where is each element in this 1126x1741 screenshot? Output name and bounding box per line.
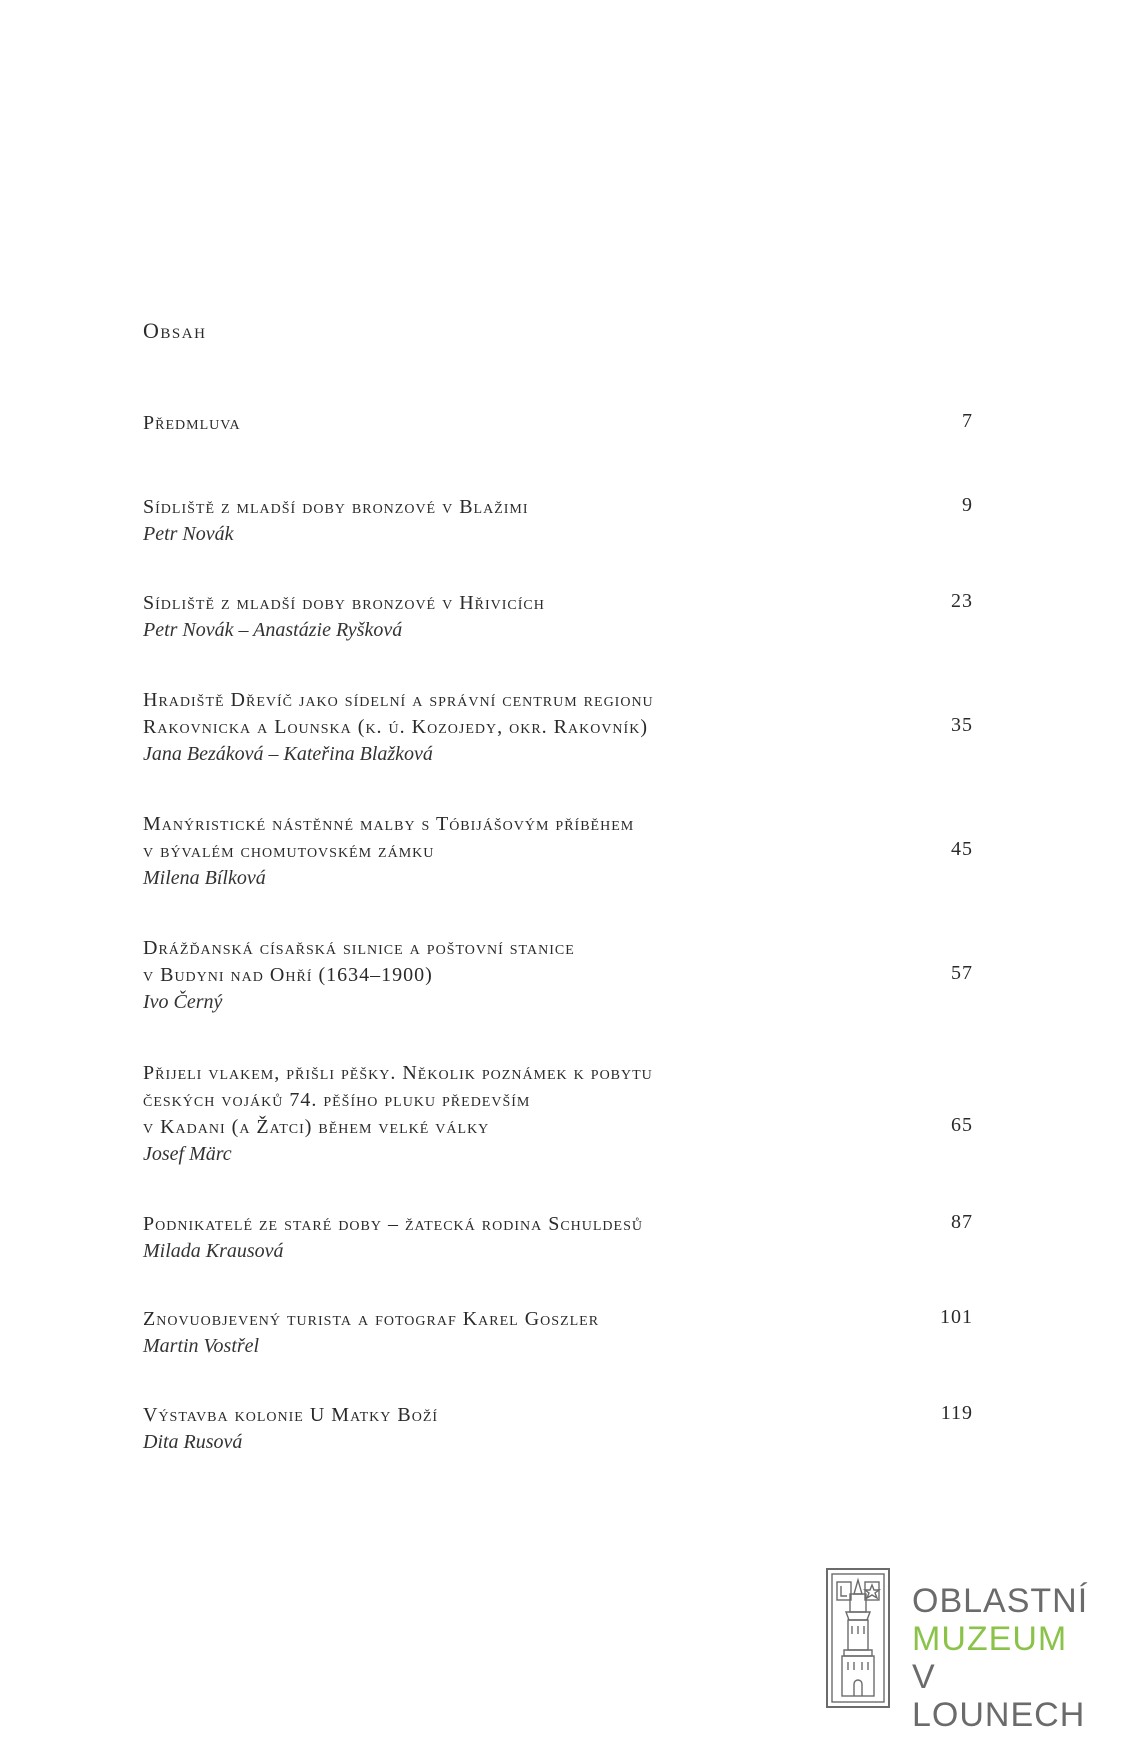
logo-line-muzeum: MUZEUM — [912, 1620, 1068, 1658]
page-number: 87 — [951, 1211, 973, 1233]
entry-title: českých vojáků 74. pěšího pluku především — [143, 1089, 531, 1111]
entry-author: Josef Märc — [143, 1143, 232, 1165]
entry-author: Ivo Černý — [143, 991, 223, 1013]
entry-author: Martin Vostřel — [143, 1335, 260, 1357]
entry-title: Podnikatelé ze staré doby – žatecká rodina Schuldesů — [143, 1213, 643, 1235]
entry-title: Hradiště Dřevíč jako sídelní a správní centrum regionu — [143, 689, 654, 711]
entry-title: v bývalém chomutovském zámku — [143, 840, 435, 862]
toc-entry — [143, 410, 973, 437]
entry-author: Petr Novák — [143, 523, 234, 545]
entry-title: Sídliště z mladší doby bronzové v Hřivicích — [143, 592, 545, 614]
page-number: 57 — [951, 962, 973, 984]
page-number: 45 — [951, 838, 973, 860]
entry-title: Sídliště z mladší doby bronzové v Blažimi — [143, 496, 529, 518]
toc-entry — [143, 935, 973, 1016]
entry-author: Jana Bezáková – Kateřina Blažková — [143, 743, 433, 765]
page-number: 9 — [962, 494, 973, 516]
museum-name — [912, 1582, 1096, 1734]
entry-author: Dita Rusová — [143, 1431, 243, 1453]
entry-author: Milena Bílková — [143, 867, 266, 889]
toc-entry — [143, 1402, 973, 1456]
entry-title: Znovuobjevený turista a fotograf Karel Goszler — [143, 1308, 600, 1330]
entry-title: v Kadani (a Žatci) během velké války — [143, 1116, 490, 1138]
toc-entry — [143, 494, 973, 548]
page-number: 119 — [940, 1402, 973, 1424]
toc-entry — [143, 811, 973, 892]
page-number: 7 — [962, 410, 973, 432]
toc-entry — [143, 590, 973, 644]
toc-entry — [143, 1060, 973, 1168]
tower-emblem-icon — [826, 1568, 890, 1708]
page-number: 65 — [951, 1114, 973, 1136]
entry-title: v Budyni nad Ohří (1634–1900) — [143, 964, 433, 986]
page-number: 101 — [940, 1306, 973, 1328]
logo-line-oblastni: OBLASTNÍ — [912, 1582, 1089, 1620]
entry-author: Petr Novák – Anastázie Ryšková — [143, 619, 403, 641]
museum-logo — [826, 1568, 1096, 1734]
entry-title: Manýristické nástěnné malby s Tóbijášovým příběhem — [143, 813, 635, 835]
entry-title: Výstavba kolonie U Matky Boží — [143, 1404, 439, 1426]
page-number: 35 — [951, 714, 973, 736]
logo-line-v-lounech: V LOUNECH — [912, 1658, 1086, 1734]
entry-title: Rakovnicka a Lounska (k. ú. Kozojedy, okr. Rakovník) — [143, 716, 648, 738]
toc-entry — [143, 1211, 973, 1265]
page-number: 23 — [951, 590, 973, 612]
entry-title: Přijeli vlakem, přišli pěšky. Několik poznámek k pobytu — [143, 1062, 653, 1084]
entry-title: Předmluva — [143, 412, 241, 434]
toc-heading: Obsah — [143, 318, 207, 343]
entry-author: Milada Krausová — [143, 1240, 284, 1262]
entry-title: Drážďanská císařská silnice a poštovní stanice — [143, 937, 575, 959]
toc-entry — [143, 1306, 973, 1360]
toc-entry — [143, 687, 973, 768]
